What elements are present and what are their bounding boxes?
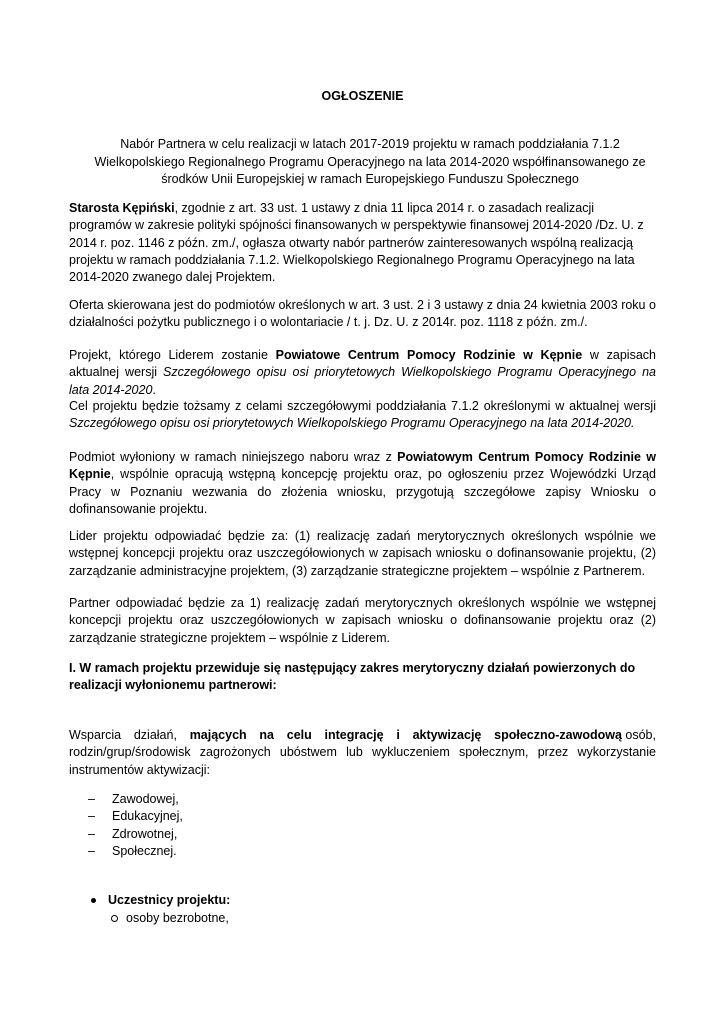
list-item-text: Społecznej. (112, 843, 177, 858)
word: mających (189, 728, 247, 742)
word: działań, (133, 728, 177, 742)
word: celu (286, 728, 312, 742)
p4-italic: Szczegółowego opisu osi priorytetowych Wielkopolskiego Programu Operacyjnego na lata 2014-2020. (69, 416, 635, 431)
list-item (88, 791, 488, 808)
p3-bold: Powiatowe Centrum Pomocy Rodzinie w Kępnie (275, 348, 583, 362)
paragraph-support (69, 727, 656, 779)
word: osób, (625, 728, 656, 742)
word: na (259, 728, 275, 742)
paragraph-offer: Oferta skierowana jest do podmiotów określonych w art. 3 ust. 2 i 3 ustawy z dnia 24 kwietnia 2003 roku o działalności pożytku publicznego i o wolontariacie / t. j. Dz. U. z 2014r. poz. 1118 z późn. zm./. (69, 298, 656, 330)
p5-text-a: Podmiot wyłoniony w ramach niniejszego naboru wraz z (69, 450, 398, 464)
word: społeczno-zawodową (494, 728, 622, 742)
dash-marker: – (88, 792, 95, 806)
list-item (88, 808, 488, 825)
support-first-line (69, 727, 656, 744)
word: i (396, 728, 400, 742)
support-rest: rodzin/grup/środowisk zagrożonych ubóstwem lub wykluczeniem społecznym, przez wykorzystanie instrumentów aktywizacji: (69, 745, 656, 777)
dash-marker: – (88, 826, 95, 841)
participant-item: osoby bezrobotne, (126, 911, 229, 925)
paragraph-goal (69, 398, 656, 433)
word: integrację (324, 728, 384, 742)
word: aktywizację (412, 728, 482, 742)
paragraph-partner-selection (69, 449, 656, 518)
list-item-text: Edukacyjnej, (112, 809, 183, 824)
subtitle: Nabór Partnera w celu realizacji w latach 2017-2019 projektu w ramach poddziałania 7.1.2 Wielkopolskiego Regionalnego Programu Operacyjnego na lata 2014-2020 współfinansowanego ze środków Unii Europejskiej w ramach Europejskiego Funduszu Społecznego (94, 137, 646, 186)
participants-subitem (108, 910, 508, 927)
paragraph-partner-duties: Partner odpowiadać będzie za 1) realizację zadań merytorycznych określonych wspólnie we wstępnej koncepcji projektu oraz uszczegółowionych w zapisach wniosku o dofinansowanie projektu oraz (2) zarządzanie strategiczne projektem – wspólnie z Liderem. (69, 596, 656, 645)
list-item-text: Zdrowotnej, (112, 826, 178, 841)
section-heading: I. W ramach projektu przewiduje się następujący zakres merytoryczny działań powierzonych do realizacji wyłonionemu partnerowi: (69, 661, 636, 693)
dash-marker: – (88, 809, 95, 824)
list-item (88, 826, 488, 843)
bullet-icon (91, 898, 96, 903)
word: Wsparcia (69, 728, 122, 742)
list-item-text: Zawodowej, (112, 792, 179, 806)
p5-text-c: , wspólnie opracują wstępną koncepcję projektu oraz, po ogłoszeniu przez Wojewódzki Urząd Pracy w Poznaniu wezwania do złożenia wniosku, przygotują szczegółowe zapisy Wniosku o dofinansowanie projektu. (69, 467, 656, 516)
p3-text-c: w zapisach aktualnej wersji (69, 348, 656, 380)
p3-text-e: . (152, 382, 156, 397)
intro-bold: Starosta Kępiński (69, 201, 175, 215)
paragraph-leader (69, 347, 656, 399)
p4-text: Cel projektu będzie tożsamy z celami szczegółowymi poddziałania 7.1.2 określonymi w aktualnej wersji (69, 399, 656, 413)
page-title: OGŁOSZENIE (321, 89, 404, 103)
participants-bullet (88, 892, 488, 909)
p3-text-a: Projekt, którego Liderem zostanie (69, 348, 276, 362)
list-item (88, 843, 488, 860)
paragraph-intro (69, 200, 656, 286)
circle-bullet-icon (111, 915, 118, 922)
participants-label: Uczestnicy projektu: (108, 893, 231, 907)
paragraph-leader-duties: Lider projektu odpowiadać będzie za: (1) realizację zadań merytorycznych określonych wspólnie we wstępnej koncepcji projektu oraz uszczegółowionych w zapisach wniosku o dofinansowanie projektu, (2) zarządzanie administracyjne projektem, (3) zarządzanie strategiczne projektem – wspólnie z Partnerem. (69, 529, 656, 578)
intro-text: , zgodnie z art. 33 ust. 1 ustawy z dnia 11 lipca 2014 r. o zasadach realizacji programów w zakresie polityki spójności finansowanych w perspektywie finansowej 2014-2020 /Dz. U. z 2014 r. poz. 1146 z późn. zm./, ogłasza otwarty nabór partnerów zainteresowanych wspólną realizacją projektu w ramach poddziałania 7.1.2. Wielkopolskiego Regionalnego Programu Operacyjnego na lata 2014-2020 zwanego dalej Projektem. (69, 201, 644, 285)
dash-marker: – (88, 843, 95, 858)
activation-list (88, 791, 488, 860)
p3-italic: Szczegółowego opisu osi priorytetowych Wielkopolskiego Programu Operacyjnego na lata 2014-2020 (69, 365, 656, 397)
p5-bold: Powiatowym Centrum Pomocy Rodzinie w Kępnie (69, 450, 656, 482)
